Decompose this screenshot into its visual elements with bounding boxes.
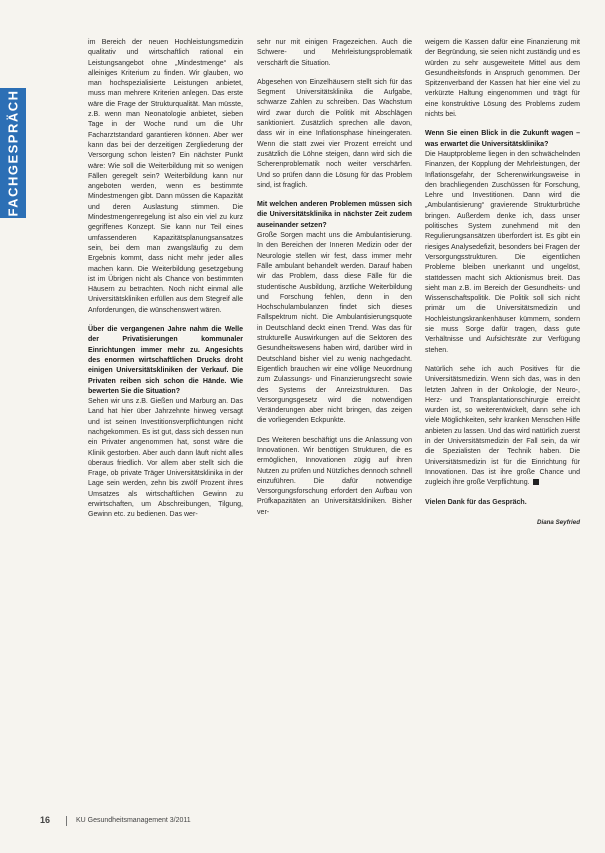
paragraph: Des Weiteren beschäftigt uns die Anlassung von Innovationen. Wir benötigen Strukturen, die es ermöglichen, Innovationen zügig auf ihren Nutzen zu prüfen und Nützliches dennoch schnell einzuführen. Die dafür notwendige Versorgungsforschung erfordert den Aufbau von Prüfkapazitäten an Universitätskliniken. Bisher ver- [257,436,412,516]
paragraph: Sehen wir uns z.B. Gießen und Marburg an. Das Land hat hier über Jahrzehnte hinweg versagt und ist seinen Investitionsverpflichtungen nicht nachgekommen. Es ist gut, dass sich dessen nun ein Privater angenommen hat, sonst wäre die Klinik gestorben. Aber auch dann läuft nicht alles überaus friedlich. Vor allem aber stellt sich die Frage, ob private Träger Universitätsklinika in der Lage sein werden, zehn bis zwölf Prozent ihres Umsatzes als wirtschaftlichen Gewinn zu erwirtschaften, um Abschreibungen, Tilgung, Gewinn etc. zu bedienen. Das wer- [88,398,243,519]
page-number: 16 [40,815,51,825]
text-column-1 [88,38,243,530]
interview-question: Wenn Sie einen Blick in die Zukunft wagen – was erwartet die Universitätsklinika? [425,130,580,148]
paragraph: Abgesehen von Einzelhäusern stellt sich für das Segment Universitätsklinika die Aufgabe, schwarze Zahlen zu schreiben. Das Wachstum wird zwar durch die Politik mit Abschlägen sanktioniert. Zusätzlich sprechen alle davon, dass wir in eine Inflationsphase hineingeraten. Wenn die statt zwei vier Prozent erreicht und zusätzlich die Löhne steigen, dann wird sich die Scherenproblematik noch weiter verschärfen. Und so prüfen dann die Lösung für das Problem sind, ist fraglich. [257,78,412,189]
interview-question: Mit welchen anderen Problemen müssen sich die Universitätsklinika in nächster Zeit zudem auseinander setzen? [257,201,412,229]
paragraph-text: Natürlich sehe ich auch Positives für die Universitätsmedizin. Wenn sich das, was in den letzten Jahren in der Onkologie, der Neuro-, Herz- und Transplantationschirurgie erreicht wurden ist, so weiterentwickelt, dann sehe ich viele Möglichkeiten, sehr kranken Menschen Hilfe anbieten zu lassen. Und das wird natürlich zuerst in der Universitätsmedizin der Fall sein, da wir die Spezialisten der Technik haben. Die Universitätsmedizin ist für die Einrichtung für Innovationen. Das ist ihre große Chance und zugleich ihre große Verpflichtung. [425,365,580,487]
page-footer [40,815,565,829]
end-mark-icon [533,479,539,485]
paragraph: Große Sorgen macht uns die Ambulantisierung. In den Bereichen der Inneren Medizin oder der Neurologie stellen wir fest, dass immer mehr Fälle ambulant behandelt werden. Darauf haben wir das Problem, dass diese Fälle für die studentische Ausbildung, ärztliche Weiterbildung und Forschung fehlen, denn in den Hochschulambulanzen findet sich dieses Fallspektrum nicht. Die Ambulantisierungsquote in Deutschland deckt einen Trend. Was das für strukturelle Auswirkungen auf die Sektoren des Gesundheitswesens haben wird, darüber wird in Deutschland bisher viel zu wenig nachgedacht. Eigentlich brauchen wir eine völlige Neuordnung zum Zulassungs- und Finanzierungsrecht sowie des Systems der Anreizstrukturen. Das Versorgungsgesetz wird die notwendigen Veränderungen aber nicht bringen, das zeigen die vorliegenden Eckpunkte. [257,232,412,425]
text-column-2 [257,38,412,527]
paragraph [425,365,580,489]
paragraph: sehr nur mit einigen Fragezeichen. Auch die Schwere- und Mehrleistungsproblematik verschärft die Situation. [257,39,412,67]
closing-line: Vielen Dank für das Gespräch. [425,499,527,507]
paragraph: Die Hauptprobleme liegen in den schwächelnden Finanzen, der Kopplung der Mehrleistungen, der Inflationsgefahr, der Scherenwirkungsweise in den brachliegenden Zuschüssen für Forschung, Lehre und Investitionen. Dann wird die „Ambulantisierung“ gravierende Strukturbrüche bringen. Außerdem denke ich, dass unser politisches System zunehmend mit den Regulierungsansätzen überfordert ist. Es gibt ein riesiges Analysedefizit, besonders bei Fragen der Versorgungsstrukturen. Die eigentlichen Probleme bleiben unerkannt und ungelöst, stattdessen macht sich Aktionismus breit. Das sieht man z.B. im Bereich der Gesundheits- und Wissenschaftspolitik. Die Politik soll sich nicht primär um die Universitätsmedizin und Hochleistungskrankenhäuser kümmern, sondern sie muss Sorge dafür tragen, dass gute Verhältnisse und Aufsichtsräte zur Verfügung stehen. [425,150,580,354]
footer-divider [66,816,67,826]
journal-name: KU Gesundheitsmanagement 3/2011 [76,817,191,824]
section-tab [0,88,26,218]
paragraph: im Bereich der neuen Hochleistungsmedizin qualitativ und wirtschaftlich rational ein Leistungsangebot ohne „Mindestmenge“ als alleiniges Kriterium zu finden. Wir glauben, wo man hochspezialisierte Leistungen anbietet, muss man mehrere Kriterien anlegen. Das erste wäre die Frage der Strukturqualität. Man müsste, z.B. wenn man Neonatologie anbietet, sieben Tage in der Woche rund um die Uhr Facharztstandard garantieren können. Aber wer kann das bei der derzeitigen Zergliederung der Versorgung schon leisten? Ein nächster Punkt wäre: Wie soll die Weiterbildung mit so wenigen Fällen geregelt sein? Weiterbildung kann nur angeboten werden, wenn es bestimmte Mindestmengen gibt. Dann müssen die Kapazität und deren Auslastung stimmen. Die Mindestmengenregelung ist also ein viel zu kurz gegriffenes Konzept. Sie kann nur Teil eines umfassenderen Kapazitätsplanungsansatzes sein, bei dem man zwangsläufig zu dem Ergebnis kommt, dass nicht mehr jeder alles machen kann. Die Weiterbildung gesetzgebung ist im Übrigen nicht als Chance von bestimmten Häusern zu betrachten. Noch nicht einmal alle Universitätskliniken erfüllen aus dem Stegreif alle Anforderungen, die wünschenswert wären. [88,39,243,314]
paragraph: weigern die Kassen dafür eine Finanzierung mit der Begründung, sie seien nicht zuständig und es würden zu sehr ausgeweitete Mittel aus dem Gesundheitsfonds in Anspruch genommen. Der Spitzenverband der Kassen hat hier eine viel zu verkürzte Haltung eingenommen und trägt für eine konstruktive Lösung des Problems zudem nichts bei. [425,39,580,119]
interview-question: Über die vergangenen Jahre nahm die Welle der Privatisierungen kommunaler Einrichtungen immer mehr zu. Angesichts des enormen wirtschaftlichen Drucks droht einigen Universitätskliniken der Verkauf. Die Privaten reiben sich schon die Hände. Wie bewerten Sie die Situation? [88,326,243,395]
text-column-3 [425,38,580,537]
author-credit: Diana Seyfried [537,518,580,526]
section-label: FACHGESPRÄCH [5,89,21,217]
